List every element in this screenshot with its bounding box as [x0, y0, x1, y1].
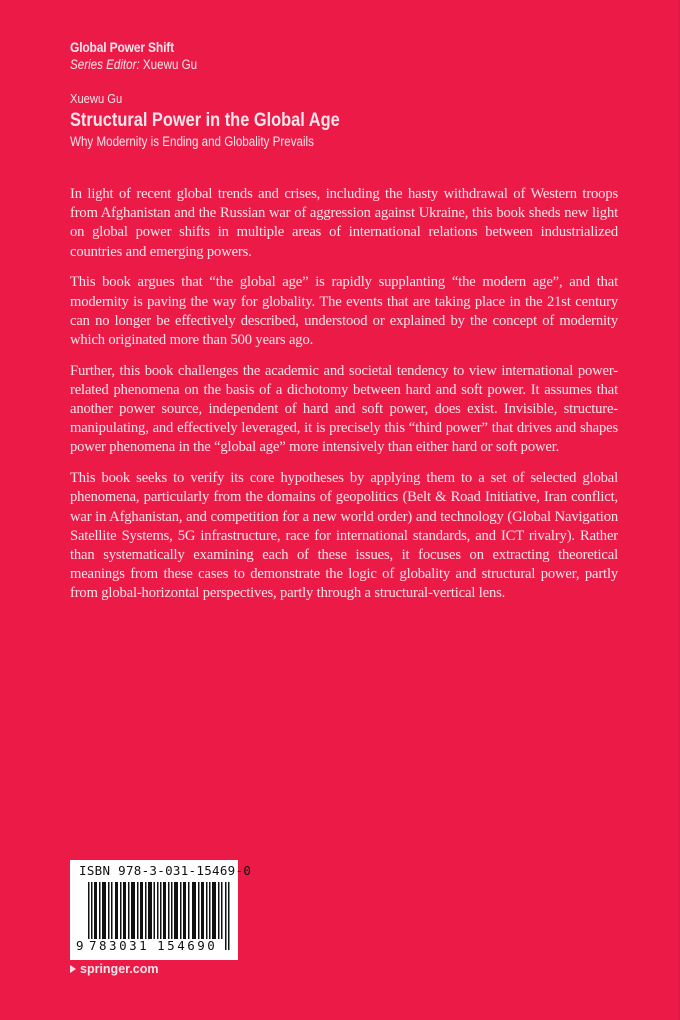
- barcode-digit-group-right: 154690: [157, 938, 218, 953]
- publisher-link[interactable]: [70, 962, 159, 976]
- barcode-digit-group-left: 783031: [89, 938, 150, 953]
- barcode-digit-first: 9: [76, 938, 84, 953]
- series-title: Global Power Shift: [70, 39, 174, 55]
- blurb-paragraph: In light of recent global trends and crises, including the hasty withdrawal of Western troops from Afghanistan and the Russian war of aggression against Ukraine, this book sheds new light on global power shifts in multiple areas of international relations between industrialized countries and emerging powers.: [70, 186, 618, 260]
- triangle-right-icon: [70, 965, 76, 973]
- author-name: Xuewu Gu: [70, 91, 123, 106]
- book-subtitle: Why Modernity is Ending and Globality Prevails: [70, 134, 314, 149]
- barcode-digits: [76, 939, 218, 953]
- publisher-url[interactable]: springer.com: [80, 962, 159, 976]
- series-block: [70, 38, 218, 74]
- blurb-paragraph: This book seeks to verify its core hypotheses by applying them to a set of selected global phenomena, particularly from the domains of geopolitics (Belt & Road Initiative, Iran conflict, war in Afghanistan, and competition for a new world order) and technology (Global Navigation Satellite Systems, 5G infrastructure, race for international standards, and ICT rivalry). Rather than systematically examining each of these issues, it focuses on extracting theoretical meanings from these cases to demonstrate the logic of globality and structural power, partly from global-horizontal perspectives, partly through a structural-vertical lens.: [70, 470, 618, 602]
- series-editor: [70, 56, 197, 74]
- isbn-label: ISBN 978-3-031-15469-0: [79, 863, 252, 878]
- blurb: [70, 185, 618, 615]
- isbn-barcode: [70, 860, 252, 960]
- series-editor-label: Series Editor:: [70, 57, 140, 72]
- blurb-paragraph: Further, this book challenges the academic and societal tendency to view international power-related phenomena on the basis of a dichotomy between hard and soft power. It assumes that another power source, independent of hard and soft power, does exist. Invisible, structure-manipulating, and effectively leveraged, it is precisely this “third power” that drives and shapes power phenomena in the “global age” more intensively than either hard or soft power.: [70, 362, 618, 456]
- book-heading: [70, 90, 391, 151]
- blurb-paragraph: This book argues that “the global age” is rapidly supplanting “the modern age”, and that modernity is paving the way for globality. The events that are taking place in the 21st century can no longer be effectively described, understood or explained by the concept of modernity which originated more than 500 years ago.: [70, 274, 618, 348]
- book-title: Structural Power in the Global Age: [70, 109, 340, 131]
- series-editor-name: Xuewu Gu: [139, 57, 198, 72]
